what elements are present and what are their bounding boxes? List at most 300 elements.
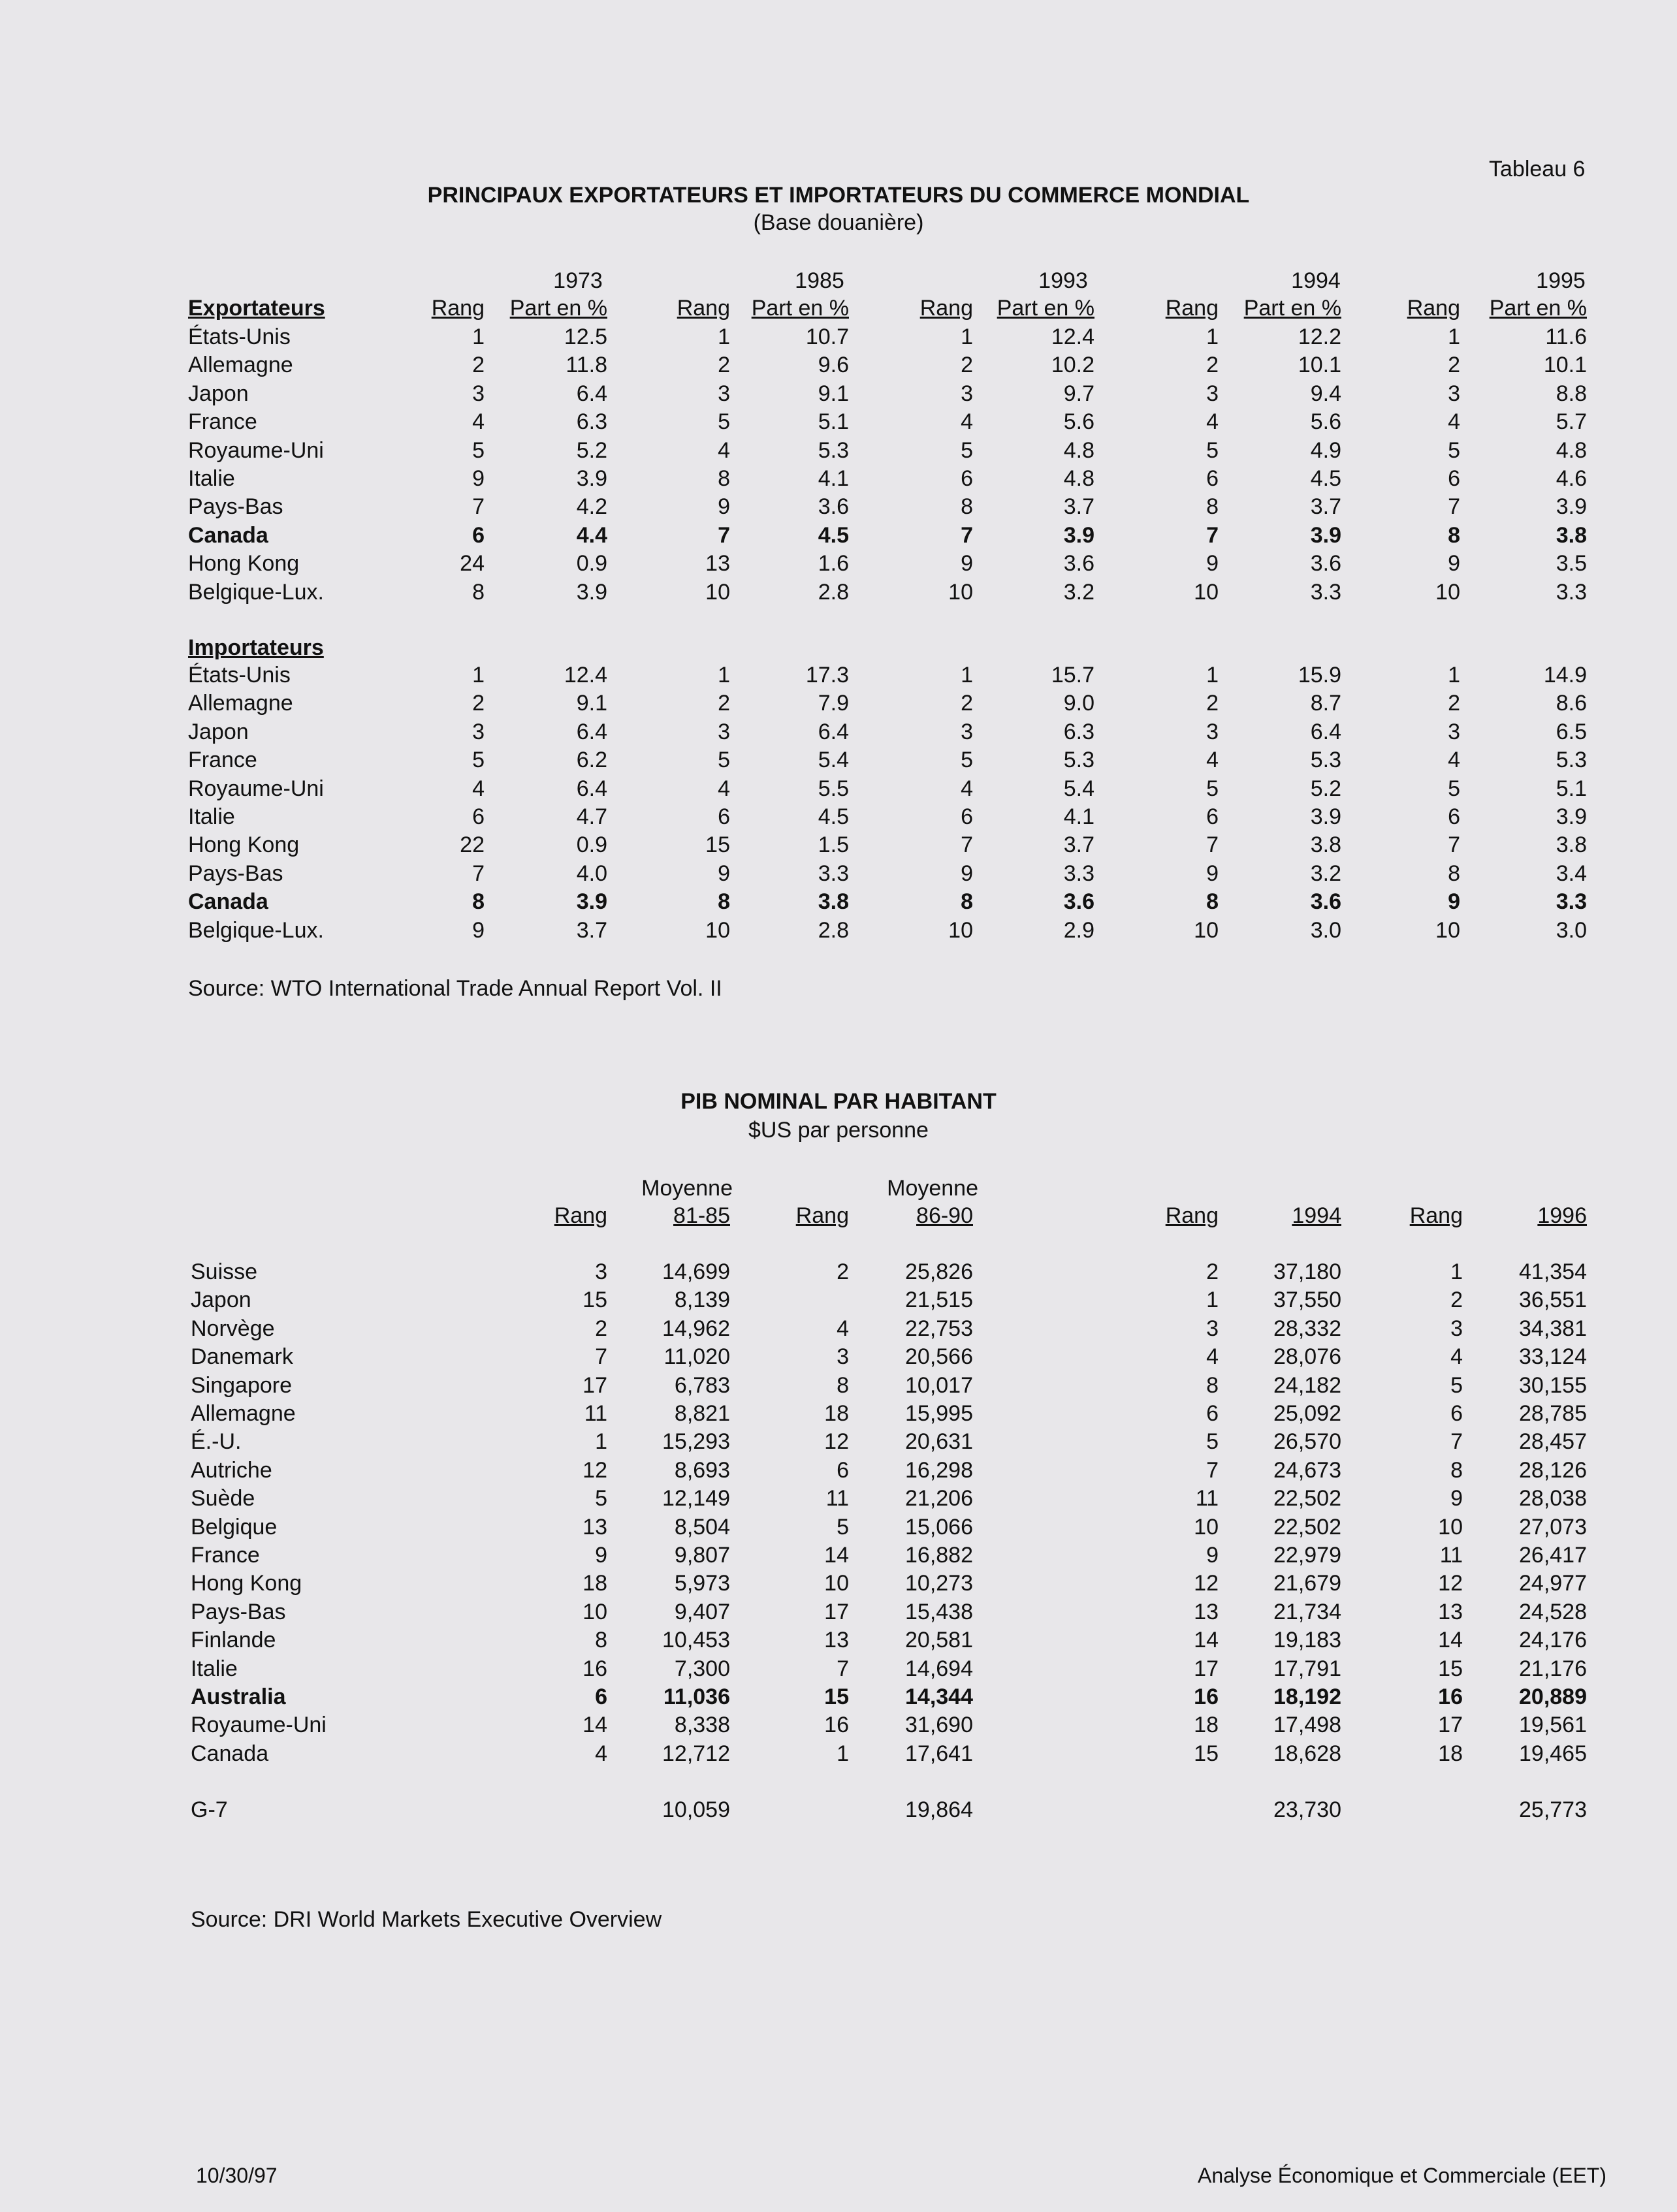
gdp-cell: 4 [1450, 1344, 1463, 1370]
gdp-cell: 15,293 [662, 1429, 730, 1455]
gdp-cell: 25,092 [1273, 1401, 1341, 1426]
importer-share: 3.0 [1556, 917, 1587, 943]
exporter-rank: 8 [961, 494, 973, 520]
exporter-rank: 9 [718, 494, 730, 520]
gdp-cell: 15 [1194, 1741, 1219, 1766]
exporter-rank: 10 [948, 579, 973, 605]
importer-rank: 3 [961, 719, 973, 744]
gdp-country: Japon [191, 1288, 251, 1313]
gdp-cell: 12,149 [662, 1486, 730, 1511]
exporter-rank: 4 [472, 409, 485, 435]
exporter-share: 3.7 [1063, 494, 1094, 520]
gdp-cell: 28,038 [1519, 1486, 1587, 1511]
exporter-rank: 5 [1448, 437, 1460, 463]
rank-header: Rang [1165, 296, 1219, 321]
exporter-share: 3.2 [1063, 579, 1094, 605]
share-header: Part en % [509, 296, 607, 321]
exporter-share: 3.6 [1310, 551, 1341, 577]
importer-country: Allemagne [188, 691, 293, 716]
gdp-cell: 1 [837, 1741, 849, 1766]
exporter-share: 4.8 [1063, 437, 1094, 463]
gdp-cell: 2 [595, 1316, 607, 1341]
gdp-cell: 28,126 [1519, 1457, 1587, 1483]
exporter-rank: 2 [1448, 353, 1460, 378]
importer-share: 9.0 [1063, 691, 1094, 716]
gdp-cell: 18 [1194, 1713, 1219, 1738]
exporter-share: 3.9 [576, 466, 607, 491]
importer-rank: 2 [1448, 691, 1460, 716]
exporter-rank: 6 [961, 466, 973, 491]
gdp-cell: 10 [583, 1599, 607, 1624]
importer-rank: 2 [472, 691, 485, 716]
exporter-share: 10.1 [1543, 353, 1587, 378]
gdp-cell: 14,699 [662, 1259, 730, 1284]
gdp-cell: 4 [837, 1316, 849, 1341]
gdp-cell: 2 [837, 1259, 849, 1284]
exporter-rank: 10 [1194, 579, 1219, 605]
share-header: Part en % [1489, 296, 1587, 321]
gdp-cell: 28,332 [1273, 1316, 1341, 1341]
importer-share: 12.4 [564, 663, 607, 687]
importer-share: 6.5 [1556, 719, 1587, 744]
gdp-cell: 19,183 [1273, 1628, 1341, 1653]
gdp-cell: 13 [824, 1628, 849, 1653]
exporter-share: 12.5 [564, 324, 607, 349]
importer-share: 7.9 [818, 691, 849, 716]
importer-share: 5.3 [1556, 748, 1587, 773]
exporter-share: 6.3 [576, 409, 607, 435]
importer-rank: 3 [472, 719, 485, 744]
exporter-rank: 4 [961, 409, 973, 435]
footer-org: Analyse Économique et Commerciale (EET) [1197, 2164, 1606, 2187]
exporter-share: 5.7 [1556, 409, 1587, 435]
gdp-cell: 18,192 [1273, 1684, 1341, 1709]
importer-share: 3.3 [1556, 889, 1587, 915]
exporter-share: 3.5 [1556, 551, 1587, 577]
importer-rank: 5 [961, 748, 973, 773]
exporter-country: États-Unis [188, 324, 291, 349]
exporter-share: 10.7 [805, 324, 849, 349]
importer-share: 0.9 [576, 832, 607, 858]
table-number-label: Tableau 6 [1489, 157, 1586, 182]
importer-rank: 9 [472, 917, 485, 943]
gdp-cell: 15 [1438, 1656, 1463, 1681]
importer-rank: 7 [472, 861, 485, 886]
gdp-cell: 11 [1439, 1543, 1463, 1568]
gdp-cell: 22,979 [1273, 1543, 1341, 1568]
gdp-cell: 31,690 [905, 1713, 973, 1738]
exporter-rank: 9 [1448, 551, 1460, 577]
importer-country: Royaume-Uni [188, 776, 324, 801]
importer-share: 3.7 [576, 917, 607, 943]
importer-rank: 8 [961, 889, 973, 915]
gdp-cell: 2 [1450, 1288, 1463, 1313]
importer-rank: 8 [718, 889, 730, 915]
exporter-share: 3.9 [576, 579, 607, 605]
importer-country: Japon [188, 719, 249, 744]
gdp-column-header: 1994 [1292, 1203, 1341, 1228]
exporters-header: Exportateurs [188, 296, 325, 321]
importer-country: Pays-Bas [188, 861, 283, 886]
gdp-cell: 4 [595, 1741, 607, 1766]
importer-share: 5.4 [1063, 776, 1094, 801]
exporter-share: 9.6 [818, 353, 849, 378]
exporter-rank: 4 [1448, 409, 1460, 435]
gdp-cell: 9,807 [674, 1543, 730, 1568]
exporter-share: 1.6 [818, 551, 849, 577]
gdp-cell: 17,641 [905, 1741, 973, 1766]
table2-title: PIB NOMINAL PAR HABITANT [680, 1089, 997, 1114]
gdp-cell: 8 [595, 1628, 607, 1653]
gdp-cell: 8,504 [674, 1514, 730, 1540]
importer-rank: 4 [961, 776, 973, 801]
gdp-cell: 18 [824, 1401, 849, 1426]
exporter-rank: 13 [705, 551, 730, 577]
exporter-rank: 8 [1206, 494, 1219, 520]
importer-rank: 4 [1448, 748, 1460, 773]
exporter-share: 3.3 [1310, 579, 1341, 605]
exporter-share: 12.2 [1298, 324, 1341, 349]
exporter-share: 3.9 [1063, 522, 1094, 548]
importer-rank: 7 [961, 832, 973, 858]
gdp-cell: 15 [583, 1288, 607, 1313]
gdp-cell: 6 [595, 1684, 607, 1709]
exporter-share: 2.8 [818, 579, 849, 605]
gdp-cell: 17 [824, 1599, 849, 1624]
exporter-rank: 8 [1448, 522, 1460, 548]
gdp-cell: 11 [1195, 1486, 1219, 1511]
importer-rank: 9 [961, 861, 973, 886]
importer-country: Italie [188, 804, 235, 829]
importer-share: 3.4 [1556, 861, 1587, 886]
gdp-cell: 20,581 [905, 1628, 973, 1653]
gdp-cell: 7 [1450, 1429, 1463, 1455]
gdp-country: Danemark [191, 1344, 293, 1370]
gdp-cell: 21,734 [1273, 1599, 1341, 1624]
gdp-cell: 24,176 [1519, 1628, 1587, 1653]
gdp-cell: 14 [1194, 1628, 1219, 1653]
exporter-share: 5.6 [1310, 409, 1341, 435]
importer-rank: 5 [1206, 776, 1219, 801]
year-header: 1994 [1291, 268, 1341, 293]
importer-share: 6.4 [576, 719, 607, 744]
gdp-country: Pays-Bas [191, 1599, 286, 1624]
gdp-cell: 8 [1450, 1457, 1463, 1483]
exporter-rank: 9 [472, 466, 485, 491]
importer-country: Belgique-Lux. [188, 917, 324, 943]
exporter-country: Royaume-Uni [188, 437, 324, 463]
exporter-country: Belgique-Lux. [188, 579, 324, 605]
importer-rank: 4 [718, 776, 730, 801]
exporter-country: Hong Kong [188, 551, 300, 577]
gdp-country: Allemagne [191, 1401, 296, 1426]
importer-rank: 8 [1206, 889, 1219, 915]
importer-share: 3.6 [1310, 889, 1341, 915]
g7-cell: 25,773 [1519, 1797, 1587, 1822]
gdp-country: Finlande [191, 1628, 276, 1653]
importer-rank: 5 [718, 748, 730, 773]
gdp-cell: 3 [595, 1259, 607, 1284]
gdp-cell: 26,417 [1519, 1543, 1587, 1568]
moyenne-label: Moyenne [887, 1176, 978, 1201]
gdp-cell: 14 [824, 1543, 849, 1568]
gdp-cell: 37,550 [1273, 1288, 1341, 1313]
exporter-share: 9.7 [1063, 381, 1094, 406]
gdp-cell: 16 [1438, 1684, 1463, 1709]
g7-label: G-7 [191, 1797, 228, 1822]
importer-share: 6.2 [576, 748, 607, 773]
importer-share: 4.0 [576, 861, 607, 886]
gdp-cell: 10 [824, 1571, 849, 1596]
exporter-share: 11.8 [566, 353, 607, 378]
gdp-cell: 24,528 [1519, 1599, 1587, 1624]
exporter-rank: 7 [1206, 522, 1219, 548]
gdp-cell: 24,182 [1273, 1372, 1341, 1398]
gdp-cell: 12 [824, 1429, 849, 1455]
importer-rank: 5 [472, 748, 485, 773]
exporter-share: 3.8 [1556, 522, 1587, 548]
footer-date: 10/30/97 [196, 2164, 278, 2187]
exporter-rank: 6 [1206, 466, 1219, 491]
exporter-rank: 1 [961, 324, 973, 349]
importer-rank: 1 [472, 663, 485, 687]
importer-rank: 7 [1448, 832, 1460, 858]
importer-share: 3.9 [1310, 804, 1341, 829]
importer-share: 9.1 [576, 691, 607, 716]
gdp-country: Suède [191, 1486, 255, 1511]
exporter-rank: 4 [718, 437, 730, 463]
exporter-share: 3.6 [818, 494, 849, 520]
gdp-cell: 25,826 [905, 1259, 973, 1284]
exporter-country: Canada [188, 522, 268, 548]
importer-rank: 9 [1448, 889, 1460, 915]
gdp-cell: 20,631 [905, 1429, 973, 1455]
importer-rank: 15 [705, 832, 730, 858]
importer-rank: 1 [1448, 663, 1460, 687]
gdp-cell: 12 [583, 1457, 607, 1483]
exporter-share: 10.2 [1051, 353, 1094, 378]
importer-rank: 3 [1206, 719, 1219, 744]
importer-share: 5.1 [1556, 776, 1587, 801]
gdp-cell: 8,693 [674, 1457, 730, 1483]
exporter-rank: 7 [472, 494, 485, 520]
exporter-rank: 3 [1206, 381, 1219, 406]
importer-rank: 2 [961, 691, 973, 716]
gdp-cell: 16,882 [905, 1543, 973, 1568]
gdp-cell: 13 [1194, 1599, 1219, 1624]
importer-rank: 10 [705, 917, 730, 943]
importer-share: 3.9 [1556, 804, 1587, 829]
importer-share: 15.9 [1298, 663, 1341, 687]
gdp-country: Hong Kong [191, 1571, 302, 1596]
importer-share: 17.3 [805, 663, 849, 687]
importer-share: 5.4 [818, 748, 849, 773]
share-header: Part en % [1243, 296, 1341, 321]
gdp-cell: 3 [1206, 1316, 1219, 1341]
gdp-cell: 10,453 [662, 1628, 730, 1653]
gdp-country: Autriche [191, 1457, 272, 1483]
gdp-country: Australia [191, 1684, 286, 1709]
importer-share: 3.9 [576, 889, 607, 915]
gdp-country: É.-U. [191, 1429, 242, 1455]
importer-share: 5.5 [818, 776, 849, 801]
gdp-cell: 30,155 [1519, 1372, 1587, 1398]
gdp-cell: 14,694 [905, 1656, 973, 1681]
importer-share: 5.3 [1310, 748, 1341, 773]
importer-rank: 7 [1206, 832, 1219, 858]
gdp-cell: 6 [837, 1457, 849, 1483]
importer-country: Hong Kong [188, 832, 300, 858]
share-header: Part en % [751, 296, 849, 321]
exporter-share: 9.1 [818, 381, 849, 406]
exporter-rank: 5 [1206, 437, 1219, 463]
gdp-cell: 13 [1438, 1599, 1463, 1624]
importer-share: 3.7 [1063, 832, 1094, 858]
gdp-cell: 33,124 [1519, 1344, 1587, 1370]
importer-rank: 1 [961, 663, 973, 687]
table1-title: PRINCIPAUX EXPORTATEURS ET IMPORTATEURS DU COMMERCE MONDIAL [427, 183, 1250, 208]
exporter-rank: 4 [1206, 409, 1219, 435]
gdp-column-header: 1996 [1537, 1203, 1587, 1228]
exporter-rank: 2 [718, 353, 730, 378]
importer-share: 3.3 [1063, 861, 1094, 886]
gdp-cell: 21,515 [905, 1288, 973, 1313]
exporter-share: 8.8 [1556, 381, 1587, 406]
importer-share: 3.8 [818, 889, 849, 915]
gdp-cell: 12,712 [662, 1741, 730, 1766]
gdp-country: Canada [191, 1741, 269, 1766]
importer-share: 3.3 [818, 861, 849, 886]
gdp-cell: 5 [595, 1486, 607, 1511]
exporter-rank: 24 [460, 551, 485, 577]
importer-country: États-Unis [188, 663, 291, 687]
gdp-cell: 20,889 [1519, 1684, 1587, 1709]
gdp-column-header: Rang [1409, 1203, 1463, 1228]
importer-share: 8.7 [1310, 691, 1341, 716]
importer-rank: 9 [1206, 861, 1219, 886]
exporter-country: Japon [188, 381, 249, 406]
exporter-rank: 5 [961, 437, 973, 463]
importer-rank: 2 [718, 691, 730, 716]
gdp-cell: 18 [583, 1571, 607, 1596]
importer-share: 4.5 [818, 804, 849, 829]
importer-share: 2.8 [818, 917, 849, 943]
exporter-rank: 7 [718, 522, 730, 548]
gdp-cell: 5 [837, 1514, 849, 1540]
gdp-cell: 11 [584, 1401, 607, 1426]
gdp-cell: 7,300 [674, 1656, 730, 1681]
gdp-country: Singapore [191, 1372, 293, 1398]
gdp-cell: 9,407 [674, 1599, 730, 1624]
gdp-cell: 37,180 [1273, 1259, 1341, 1284]
importer-rank: 5 [1448, 776, 1460, 801]
gdp-cell: 3 [1450, 1316, 1463, 1341]
importer-rank: 1 [1206, 663, 1219, 687]
exporter-rank: 5 [718, 409, 730, 435]
gdp-column-header: 86-90 [916, 1203, 973, 1228]
gdp-cell: 20,566 [905, 1344, 973, 1370]
gdp-cell: 7 [837, 1656, 849, 1681]
gdp-cell: 8 [1206, 1372, 1219, 1398]
gdp-cell: 1 [1450, 1259, 1463, 1284]
gdp-cell: 7 [595, 1344, 607, 1370]
exporter-rank: 1 [718, 324, 730, 349]
gdp-cell: 16 [1194, 1684, 1219, 1709]
gdp-cell: 5,973 [674, 1571, 730, 1596]
importer-share: 3.8 [1310, 832, 1341, 858]
gdp-cell: 18 [1438, 1741, 1463, 1766]
exporter-share: 4.5 [818, 522, 849, 548]
gdp-cell: 18,628 [1273, 1741, 1341, 1766]
gdp-cell: 8,338 [674, 1713, 730, 1738]
gdp-cell: 16 [824, 1713, 849, 1738]
gdp-column-header: Rang [554, 1203, 607, 1228]
gdp-cell: 15,066 [905, 1514, 973, 1540]
gdp-cell: 8,821 [674, 1401, 730, 1426]
gdp-cell: 17,791 [1273, 1656, 1341, 1681]
gdp-cell: 17 [1438, 1713, 1463, 1738]
gdp-cell: 17,498 [1273, 1713, 1341, 1738]
importer-share: 4.7 [576, 804, 607, 829]
gdp-cell: 22,502 [1273, 1514, 1341, 1540]
importer-rank: 3 [718, 719, 730, 744]
gdp-cell: 14,344 [905, 1684, 973, 1709]
table2-subtitle: $US par personne [748, 1118, 929, 1143]
exporter-share: 3.9 [1310, 522, 1341, 548]
exporter-country: Italie [188, 466, 235, 491]
exporter-share: 5.6 [1063, 409, 1094, 435]
exporter-rank: 1 [472, 324, 485, 349]
table1-subtitle: (Base douanière) [753, 210, 924, 235]
importer-rank: 6 [472, 804, 485, 829]
exporter-share: 4.4 [576, 522, 607, 548]
importer-rank: 6 [1206, 804, 1219, 829]
gdp-cell: 9 [1450, 1486, 1463, 1511]
gdp-cell: 12 [1194, 1571, 1219, 1596]
exporter-share: 3.9 [1556, 494, 1587, 520]
importer-country: France [188, 748, 257, 773]
importer-rank: 8 [1448, 861, 1460, 886]
importer-share: 15.7 [1051, 663, 1094, 687]
exporter-rank: 3 [472, 381, 485, 406]
exporter-share: 4.1 [818, 466, 849, 491]
exporter-rank: 10 [705, 579, 730, 605]
year-header: 1995 [1536, 268, 1586, 293]
exporter-rank: 5 [472, 437, 485, 463]
exporter-share: 4.8 [1063, 466, 1094, 491]
importer-share: 6.4 [818, 719, 849, 744]
exporter-share: 4.6 [1556, 466, 1587, 491]
gdp-cell: 21,679 [1273, 1571, 1341, 1596]
importer-share: 3.6 [1063, 889, 1094, 915]
exporter-share: 3.6 [1063, 551, 1094, 577]
importer-share: 3.0 [1310, 917, 1341, 943]
importer-rank: 3 [1448, 719, 1460, 744]
rank-header: Rang [677, 296, 730, 321]
rank-header: Rang [431, 296, 485, 321]
exporter-share: 11.6 [1545, 324, 1587, 349]
gdp-cell: 3 [837, 1344, 849, 1370]
importer-rank: 8 [472, 889, 485, 915]
gdp-cell: 13 [583, 1514, 607, 1540]
importer-rank: 22 [460, 832, 485, 858]
exporter-rank: 9 [1206, 551, 1219, 577]
importer-country: Canada [188, 889, 268, 915]
exporter-share: 9.4 [1310, 381, 1341, 406]
gdp-cell: 7 [1206, 1457, 1219, 1483]
exporter-rank: 7 [961, 522, 973, 548]
exporter-rank: 3 [718, 381, 730, 406]
